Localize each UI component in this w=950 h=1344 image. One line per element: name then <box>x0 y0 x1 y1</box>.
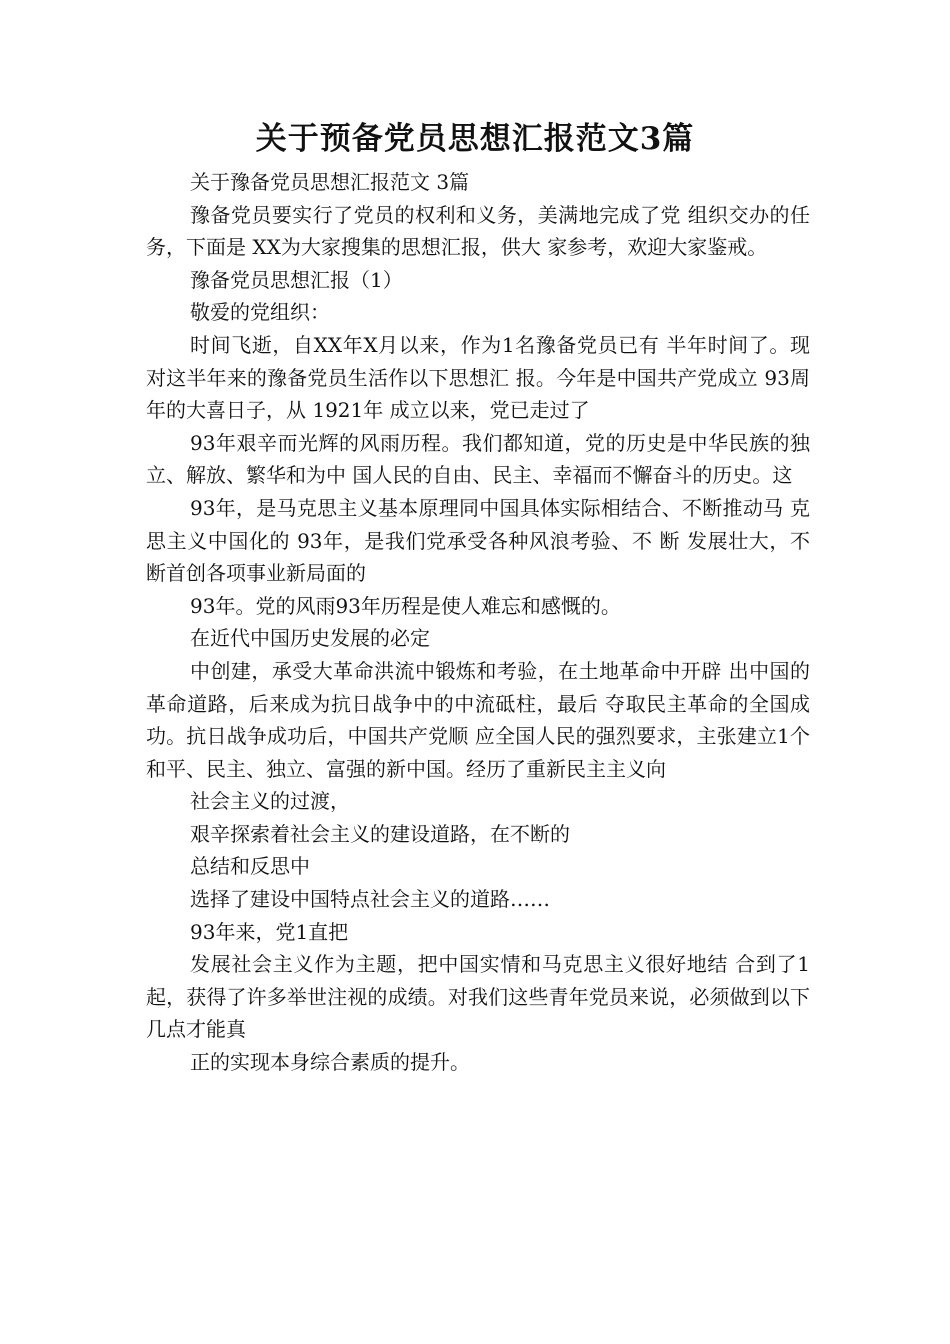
paragraph: 中创建，承受大革命洪流中锻炼和考验，在土地革命中开辟 出中国的革命道路，后来成为抗日战争中的中流砥柱，最后 夺取民主革命的全国成功。抗日战争成功后，中国共产党顺 应全国人民的强烈要求，主张建立1个和平、民主、独立、富强的新中国。经历了重新民主主义向 <box>146 658 810 781</box>
paragraph: 时间飞逝，自XX年X月以来，作为1名豫备党员已有 半年时间了。现对这半年来的豫备党员生活作以下思想汇 报。今年是中国共产党成立 93周年的大喜日子，从 1921年 成立以来，党已走过了 <box>146 332 810 423</box>
paragraph: 正的实现本身综合素质的提升。 <box>190 1050 470 1075</box>
document-title: 关于预备党员思想汇报范文3篇 <box>255 121 695 157</box>
paragraph: 93年，是马克思主义基本原理同中国具体实际相结合、不断推动马 克思主义中国化的 93年，是我们党承受各种风浪考验、不 断 发展壮大，不断首创各项事业新局面的 <box>146 495 810 586</box>
paragraph-intro: 豫备党员要实行了党员的权利和义务，美满地完成了党 组织交办的任务，下面是 XX为大家搜集的思想汇报，供大 家参考，欢迎大家鉴戒。 <box>146 202 810 260</box>
paragraph: 总结和反思中 <box>190 854 310 879</box>
paragraph: 选择了建设中国特点社会主义的道路…… <box>190 887 550 912</box>
paragraph: 社会主义的过渡， <box>190 789 350 814</box>
paragraph-salutation: 敬爱的党组织： <box>190 300 330 325</box>
paragraph: 93年。党的风雨93年历程是使人难忘和感慨的。 <box>190 593 621 618</box>
paragraph: 在近代中国历史发展的必定 <box>190 626 430 651</box>
paragraph: 艰辛探索着社会主义的建设道路，在不断的 <box>190 821 570 846</box>
paragraph: 93年艰辛而光辉的风雨历程。我们都知道，党的历史是中华民族的独立、解放、繁华和为中 国人民的自由、民主、幸福而不懈奋斗的历史。这 <box>146 430 810 488</box>
paragraph: 93年来，党1直把 <box>190 919 349 944</box>
paragraph-subtitle: 关于豫备党员思想汇报范文 3篇 <box>190 170 470 194</box>
paragraph-section-heading: 豫备党员思想汇报（1） <box>190 267 403 292</box>
document-body <box>146 166 810 1079</box>
paragraph: 发展社会主义作为主题，把中国实情和马克思主义很好地结 合到了1起，获得了许多举世注视的成绩。对我们这些青年党员来说，必须做到以下几点才能真 <box>146 952 810 1042</box>
